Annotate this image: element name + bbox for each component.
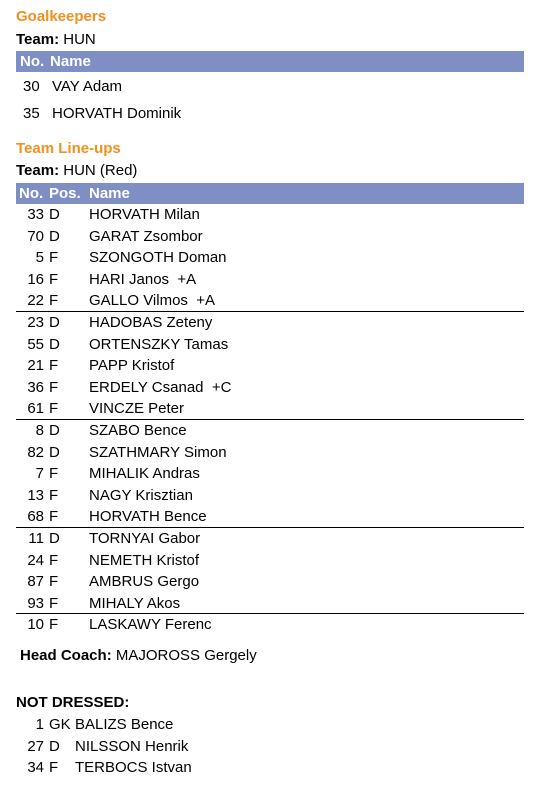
- player-number: 27: [27, 737, 44, 755]
- lineup-row: [16, 312, 524, 334]
- not-dressed-row: [16, 736, 524, 758]
- player-number: 33: [27, 206, 44, 223]
- player-position: F: [49, 616, 59, 634]
- player-position: F: [49, 508, 59, 526]
- player-position: F: [49, 573, 59, 591]
- player-number: 34: [27, 759, 44, 777]
- lineup-row: [16, 420, 524, 442]
- goalkeeper-number: 30: [23, 78, 40, 95]
- player-position: D: [49, 335, 60, 353]
- coach-name: MAJOROSS Gergely: [115, 647, 257, 664]
- lineup-row: [16, 571, 524, 593]
- player-position: F: [49, 486, 59, 504]
- not-dressed-row: [16, 757, 524, 779]
- lineup-row: [16, 506, 524, 528]
- lineup-row: [16, 204, 524, 226]
- player-number: 24: [27, 551, 44, 569]
- player-position: F: [49, 378, 59, 396]
- goalkeeper-name: VAY Adam: [52, 78, 123, 95]
- goalkeeper-number: 35: [23, 105, 40, 122]
- player-number: 5: [35, 249, 44, 267]
- player-number: 70: [27, 227, 44, 245]
- player-name: LASKAWY Ferenc: [89, 616, 212, 634]
- goalkeeper-name: HORVATH Dominik: [52, 105, 182, 122]
- player-position: D: [49, 443, 60, 461]
- player-name: MIHALIK Andras: [89, 465, 200, 483]
- header-name: Name: [50, 53, 91, 70]
- player-name: TORNYAI Gabor: [89, 530, 201, 547]
- lineup-row: [16, 290, 524, 312]
- lineup-row: [16, 593, 524, 615]
- lineup-row: [16, 463, 524, 485]
- player-name: BALIZS Bence: [75, 716, 174, 733]
- lineup-row: [16, 528, 524, 550]
- team-label: Team:: [16, 31, 60, 48]
- header-pos: Pos.: [49, 185, 81, 202]
- lineup-row: [16, 485, 524, 507]
- player-number: 11: [28, 530, 44, 547]
- player-position: F: [49, 594, 59, 612]
- player-name: SZABO Bence: [89, 422, 187, 439]
- lineup-row: [16, 334, 524, 356]
- player-number: 7: [35, 465, 44, 483]
- lineup-row: [16, 247, 524, 269]
- player-position: F: [49, 551, 59, 569]
- lineup-row: [16, 355, 524, 377]
- player-number: 21: [27, 357, 44, 375]
- player-number: 68: [27, 508, 44, 526]
- player-name: NILSSON Henrik: [75, 737, 189, 755]
- player-position: GK: [49, 716, 71, 733]
- goalkeepers-team: [16, 31, 96, 48]
- player-position: F: [49, 270, 59, 288]
- player-name: HADOBAS Zeteny: [89, 314, 213, 331]
- player-position: F: [49, 292, 59, 310]
- player-position: D: [49, 530, 60, 547]
- header-no: No.: [19, 185, 44, 202]
- player-number: 61: [27, 400, 44, 418]
- player-number: 8: [35, 422, 44, 439]
- goalkeeper-row: [16, 74, 524, 100]
- not-dressed-row: [16, 714, 524, 736]
- goalkeepers-header: [16, 51, 524, 72]
- player-name: NEMETH Kristof: [89, 551, 200, 569]
- player-number: 93: [27, 594, 44, 612]
- player-name: AMBRUS Gergo: [89, 573, 200, 591]
- head-coach: [20, 647, 257, 664]
- player-name: HORVATH Bence: [89, 508, 207, 526]
- goalkeepers-title: Goalkeepers: [16, 8, 107, 25]
- player-number: 10: [27, 616, 44, 634]
- player-number: 36: [27, 378, 44, 396]
- lineup-row: [16, 377, 524, 399]
- not-dressed-title: NOT DRESSED:: [16, 694, 130, 711]
- player-number: 16: [27, 270, 44, 288]
- player-number: 1: [35, 716, 44, 733]
- player-number: 87: [27, 573, 44, 591]
- player-name: GALLO Vilmos +A: [89, 292, 216, 310]
- player-position: F: [49, 357, 59, 375]
- player-name: TERBOCS Istvan: [75, 759, 192, 777]
- team-value: HUN: [63, 31, 96, 48]
- lineup-row: [16, 226, 524, 248]
- lineups-title: Team Line-ups: [16, 140, 121, 157]
- player-name: HARI Janos +A: [89, 270, 197, 288]
- player-number: 55: [27, 335, 44, 353]
- player-name: SZONGOTH Doman: [89, 249, 227, 267]
- player-name: PAPP Kristof: [89, 357, 175, 375]
- header-name: Name: [89, 185, 130, 202]
- team-value: HUN (Red): [63, 162, 138, 179]
- lineup-row: [16, 550, 524, 572]
- player-number: 23: [27, 314, 44, 331]
- lineup-row: [16, 269, 524, 291]
- player-name: MIHALY Akos: [89, 594, 181, 612]
- player-position: D: [49, 227, 60, 245]
- goalkeeper-row: [16, 101, 524, 127]
- player-name: ORTENSZKY Tamas: [89, 335, 229, 353]
- player-number: 82: [27, 443, 44, 461]
- player-number: 13: [27, 486, 44, 504]
- team-label: Team:: [16, 162, 60, 179]
- player-name: ERDELY Csanad +C: [89, 378, 232, 396]
- lineup-row: [16, 442, 524, 464]
- player-position: D: [49, 422, 60, 439]
- player-name: NAGY Krisztian: [89, 486, 193, 504]
- player-position: F: [49, 249, 59, 267]
- player-position: D: [49, 314, 60, 331]
- player-position: D: [49, 737, 60, 755]
- player-position: D: [49, 206, 60, 223]
- player-position: F: [49, 400, 59, 418]
- player-name: GARAT Zsombor: [89, 227, 203, 245]
- player-name: HORVATH Milan: [89, 206, 200, 223]
- lineups-team: [16, 162, 137, 179]
- player-name: VINCZE Peter: [89, 400, 185, 418]
- player-position: F: [49, 465, 59, 483]
- lineups-header: [16, 183, 524, 204]
- player-name: SZATHMARY Simon: [89, 443, 227, 461]
- lineup-row: [16, 614, 524, 636]
- header-no: No.: [20, 53, 45, 70]
- lineup-row: [16, 398, 524, 420]
- player-position: F: [49, 759, 59, 777]
- player-number: 22: [27, 292, 44, 310]
- coach-label: Head Coach:: [20, 647, 112, 664]
